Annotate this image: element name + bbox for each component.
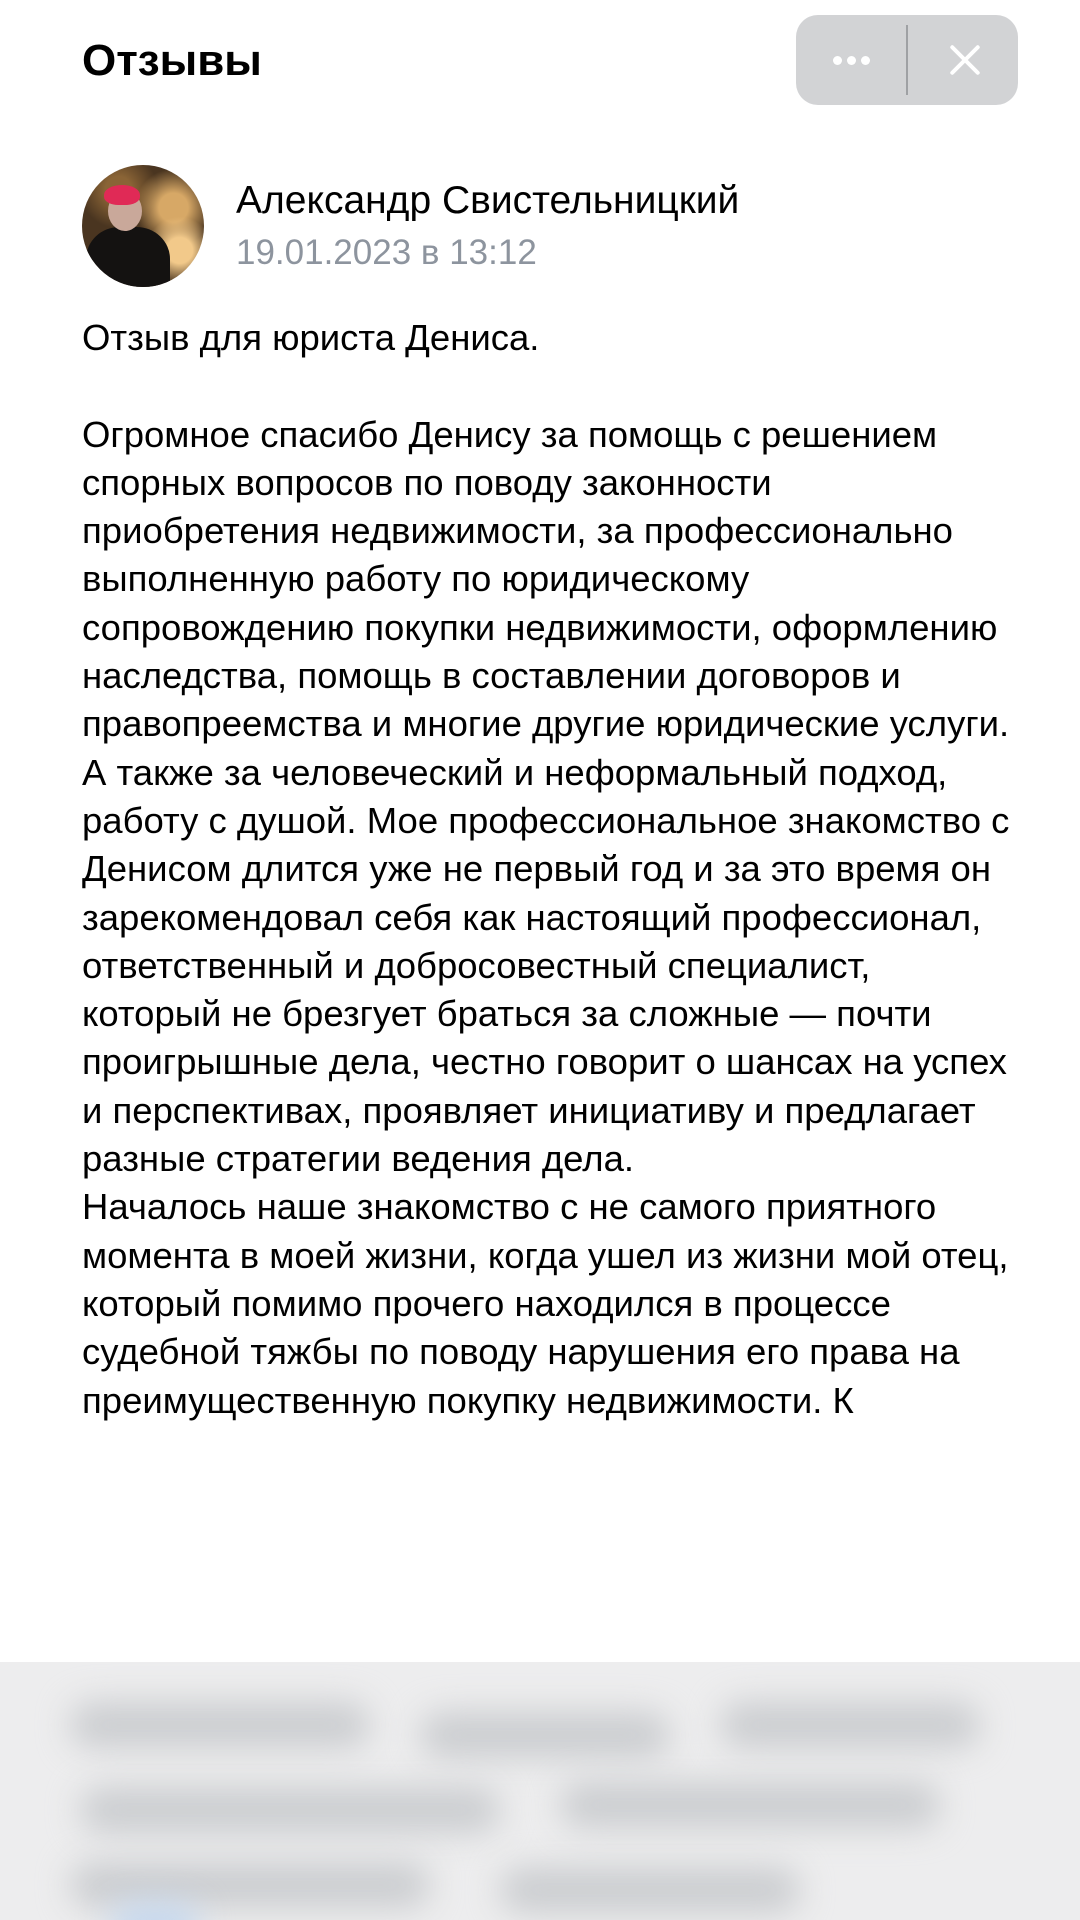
header-actions [796, 15, 1018, 105]
header [0, 0, 1080, 120]
author-name[interactable]: Александр Свистельницкий [236, 179, 740, 222]
close-button[interactable] [908, 15, 1018, 105]
avatar[interactable] [82, 165, 204, 287]
page-title: Отзывы [82, 36, 262, 85]
more-button[interactable] [796, 15, 906, 105]
review-date: 19.01.2023 в 13:12 [236, 233, 537, 272]
blurred-content [0, 1662, 1080, 1920]
review-text: Отзыв для юриста Дениса. Огромное спасибо Денису за помощь с решением спорных вопросов по поводу законности приобретения недвижимости, за профессионально выполненную работу по юридическому сопровождению покупки недвижимости, оформлению наследства, помощь в составлении договоров и правопреемства и многие другие юридические услуги. А также за человеческий и неформальный подход, работу с душой. Мое профессиональное знакомство с Денисом длится уже не первый год и за это время он зарекомендовал себя как настоящий профессионал, ответственный и добросовестный специалист, который не брезгует браться за сложные — почти проигрышные дела, честно говорит о шансах на успех и перспективах, проявляет инициативу и предлагает разные стратегии ведения дела. Началось наше знакомство с не самого приятного момента в моей жизни, когда ушел из жизни мой отец, который помимо прочего находился в процессе судебной тяжбы по поводу нарушения его права на преимущественную покупку недвижимости. К [82, 317, 1010, 1421]
